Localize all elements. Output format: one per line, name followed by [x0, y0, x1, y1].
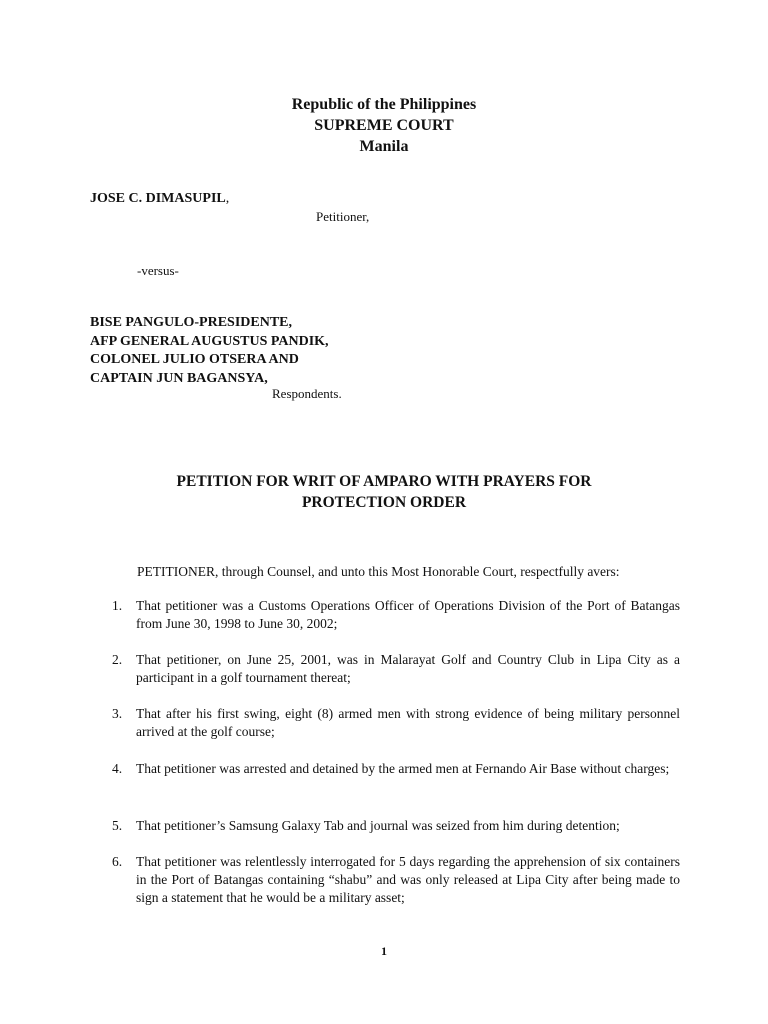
list-item-text: That petitioner was relentlessly interrogated for 5 days regarding the apprehension of six containers in the Port of Batangas containing “shabu” and was only released at Lipa City after being made to sign a statement that he would be a military asset;: [136, 854, 680, 905]
list-item-text: That petitioner was a Customs Operations Officer of Operations Division of the Port of Batangas from June 30, 1998 to June 30, 2002;: [136, 598, 680, 631]
petitioner-role: Petitioner,: [316, 209, 370, 224]
page-number: 1: [381, 944, 387, 958]
list-item-number: 4.: [112, 761, 123, 776]
header-city: Manila: [359, 138, 409, 155]
petitioner-name-suffix: ,: [225, 191, 230, 206]
list-item-number: 1.: [112, 598, 123, 613]
list-item-text: That petitioner, on June 25, 2001, was in Malarayat Golf and Country Club in Lipa City as a participant in a golf tournament thereat;: [136, 652, 680, 685]
petition-title-line: PROTECTION ORDER: [301, 494, 467, 511]
respondent-name: AFP GENERAL AUGUSTUS PANDIK,: [90, 333, 329, 349]
respondent-name: CAPTAIN JUN BAGANSYA,: [90, 370, 268, 386]
header-country: Republic of the Philippines: [291, 96, 477, 113]
list-item-text: That petitioner was arrested and detained by the armed men at Fernando Air Base without charges;: [136, 761, 670, 776]
list-item-text: That petitioner’s Samsung Galaxy Tab and journal was seized from him during detention;: [136, 818, 620, 833]
list-item-number: 2.: [112, 652, 123, 667]
list-item-text: That after his first swing, eight (8) armed men with strong evidence of being military personnel arrived at the golf course;: [136, 706, 680, 739]
petition-title: [0, 471, 768, 513]
header-court: SUPREME COURT: [314, 117, 454, 134]
court-header: [0, 94, 768, 157]
intro-paragraph: PETITIONER, through Counsel, and unto this Most Honorable Court, respectfully avers:: [137, 564, 620, 579]
respondent-name: COLONEL JULIO OTSERA AND: [90, 352, 299, 367]
versus-label: -versus-: [137, 263, 179, 278]
petition-title-line: PETITION FOR WRIT OF AMPARO WITH PRAYERS FOR: [176, 473, 592, 490]
respondents-names: [90, 314, 329, 388]
list-item-number: 6.: [112, 854, 123, 869]
petitioner-name-text: JOSE C. DIMASUPIL: [90, 191, 226, 206]
list-item-number: 5.: [112, 818, 123, 833]
list-item-number: 3.: [112, 706, 123, 721]
petitioner-name: [90, 190, 229, 208]
respondent-name: BISE PANGULO-PRESIDENTE,: [90, 315, 293, 330]
respondents-role: Respondents.: [272, 386, 342, 401]
